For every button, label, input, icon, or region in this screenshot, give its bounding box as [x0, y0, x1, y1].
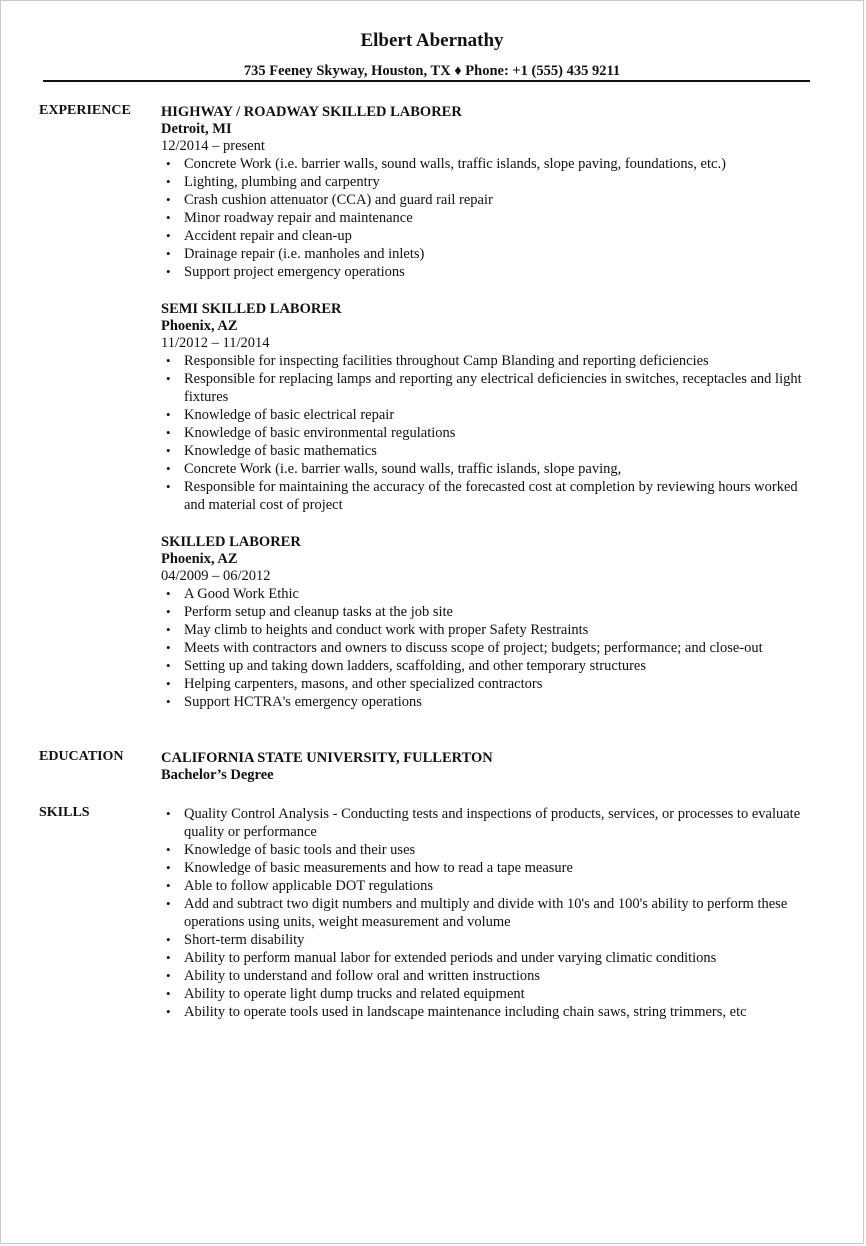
skill-item: • Able to follow applicable DOT regulations — [161, 877, 821, 895]
bullet-item: • Support HCTRA's emergency operations — [161, 693, 821, 711]
bullet-item: • Knowledge of basic electrical repair — [161, 406, 821, 424]
bullet-item: • A Good Work Ethic — [161, 585, 821, 603]
bullet-item: • May climb to heights and conduct work with proper Safety Restraints — [161, 621, 821, 639]
job-dates: 12/2014 – present — [161, 138, 265, 154]
bullet-item: • Setting up and taking down ladders, scaffolding, and other temporary structures — [161, 657, 821, 675]
bullet-item: • Meets with contractors and owners to discuss scope of project; budgets; performance; and close-out — [161, 639, 821, 657]
job-dates: 04/2009 – 06/2012 — [161, 568, 271, 584]
skill-item: • Ability to understand and follow oral and written instructions — [161, 967, 821, 985]
skill-item: • Quality Control Analysis - Conducting tests and inspections of products, services, or processes to evaluate quality or performance — [161, 805, 821, 841]
job-title: SKILLED LABORER — [161, 534, 301, 550]
bullet-item: • Accident repair and clean-up — [161, 227, 821, 245]
bullet-item: • Responsible for replacing lamps and reporting any electrical deficiencies in switches, receptacles and light fixtures — [161, 370, 821, 406]
school-name: CALIFORNIA STATE UNIVERSITY, FULLERTON — [161, 750, 493, 766]
section-label-education: EDUCATION — [39, 749, 124, 764]
header-divider — [43, 80, 810, 82]
job-entry — [161, 533, 821, 711]
bullet-item: • Support project emergency operations — [161, 263, 821, 281]
candidate-name: Elbert Abernathy — [360, 30, 504, 51]
job-location: Detroit, MI — [161, 121, 232, 137]
education-body — [161, 749, 821, 784]
bullet-item: • Perform setup and cleanup tasks at the job site — [161, 603, 821, 621]
skills-list — [161, 805, 821, 1021]
bullet-item: • Concrete Work (i.e. barrier walls, sound walls, traffic islands, slope paving, — [161, 460, 821, 478]
job-bullets — [161, 352, 821, 514]
job-location: Phoenix, AZ — [161, 551, 238, 567]
section-label-experience: EXPERIENCE — [39, 103, 131, 118]
job-title: SEMI SKILLED LABORER — [161, 301, 342, 317]
section-label-skills: SKILLS — [39, 805, 90, 820]
job-location: Phoenix, AZ — [161, 318, 238, 334]
bullet-item: • Crash cushion attenuator (CCA) and guard rail repair — [161, 191, 821, 209]
bullet-item: • Minor roadway repair and maintenance — [161, 209, 821, 227]
bullet-item: • Drainage repair (i.e. manholes and inlets) — [161, 245, 821, 263]
skill-item: • Knowledge of basic tools and their uses — [161, 841, 821, 859]
skill-item: • Short-term disability — [161, 931, 821, 949]
bullet-item: • Knowledge of basic environmental regulations — [161, 424, 821, 442]
job-title: HIGHWAY / ROADWAY SKILLED LABORER — [161, 104, 462, 120]
skill-item: • Ability to operate light dump trucks and related equipment — [161, 985, 821, 1003]
job-bullets — [161, 585, 821, 711]
skill-item: • Add and subtract two digit numbers and multiply and divide with 10's and 100's ability to perform these operations using units, weight measurement and volume — [161, 895, 821, 931]
job-entry — [161, 103, 821, 281]
bullet-item: • Responsible for inspecting facilities throughout Camp Blanding and reporting deficiencies — [161, 352, 821, 370]
skill-item: • Ability to operate tools used in landscape maintenance including chain saws, string trimmers, etc — [161, 1003, 821, 1021]
skills-body — [161, 805, 821, 1021]
bullet-item: • Lighting, plumbing and carpentry — [161, 173, 821, 191]
bullet-item: • Responsible for maintaining the accuracy of the forecasted cost at completion by reviewing hours worked and material cost of project — [161, 478, 821, 514]
degree: Bachelor’s Degree — [161, 767, 274, 783]
job-entry — [161, 300, 821, 514]
skill-item: • Knowledge of basic measurements and how to read a tape measure — [161, 859, 821, 877]
contact-line: 735 Feeney Skyway, Houston, TX ♦ Phone: +1 (555) 435 9211 — [243, 63, 621, 79]
skill-item: • Ability to perform manual labor for extended periods and under varying climatic conditions — [161, 949, 821, 967]
job-bullets — [161, 155, 821, 281]
bullet-item: • Concrete Work (i.e. barrier walls, sound walls, traffic islands, slope paving, foundations, etc.) — [161, 155, 821, 173]
job-dates: 11/2012 – 11/2014 — [161, 335, 270, 351]
bullet-item: • Helping carpenters, masons, and other specialized contractors — [161, 675, 821, 693]
experience-body — [161, 103, 821, 730]
bullet-item: • Knowledge of basic mathematics — [161, 442, 821, 460]
